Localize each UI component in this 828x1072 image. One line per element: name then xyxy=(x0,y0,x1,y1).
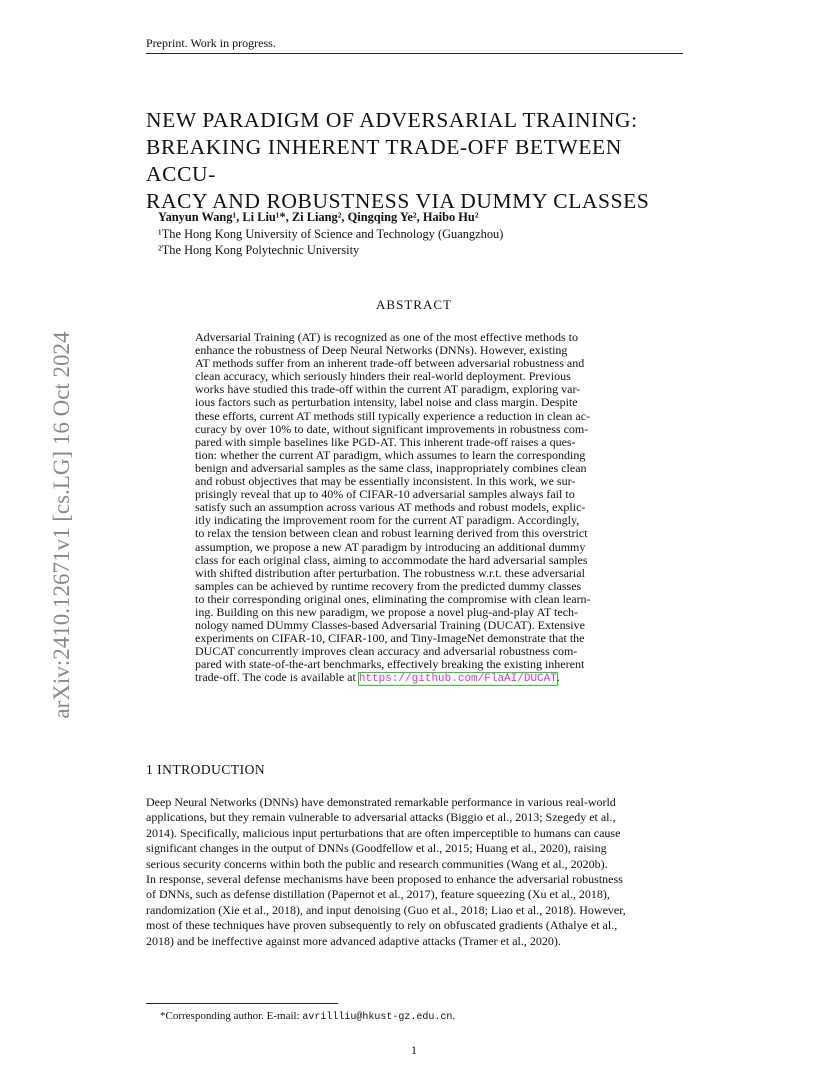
abstract-last-prefix: trade-off. The code is available at xyxy=(195,670,356,685)
intro-line: 2014). Specifically, malicious input perturbations that are often imperceptible to humans can cause xyxy=(146,825,621,840)
abstract-line: pared with state-of-the-art benchmarks, effectively breaking the existing inherent xyxy=(195,657,585,672)
footnote xyxy=(160,1010,455,1023)
section-heading: 1 INTRODUCTION xyxy=(146,762,266,777)
title-line: BREAKING INHERENT TRADE-OFF BETWEEN ACCU- xyxy=(146,135,622,186)
title-line: NEW PARADIGM OF ADVERSARIAL TRAINING: xyxy=(146,108,638,132)
abstract-line: itly indicating the improvement room for the current AT paradigm. Accordingly, xyxy=(195,513,580,528)
abstract-line: tion: whether the current AT paradigm, which assumes to learn the corresponding xyxy=(195,447,586,462)
arxiv-identifier: arXiv:2410.12671v1 [cs.LG] 16 Oct 2024 xyxy=(49,331,74,719)
abstract-line: to relax the tension between clean and robust learning derived from this overstrict xyxy=(195,526,588,541)
abstract-line: nology named DUmmy Classes-based Adversarial Training (DUCAT). Extensive xyxy=(195,618,585,633)
intro-line: significant changes in the output of DNNs (Goodfellow et al., 2015; Huang et al., 2020), raising xyxy=(146,841,607,856)
intro-line: randomization (Xie et al., 2018), and input denoising (Guo et al., 2018; Liao et al., 2018). However, xyxy=(146,902,626,917)
author-list: Yanyun Wang¹, Li Liu¹*, Zi Liang², Qingqing Ye², Haibo Hu² xyxy=(158,210,479,224)
abstract-line: enhance the robustness of Deep Neural Networks (DNNs). However, existing xyxy=(195,343,568,358)
abstract-line: these efforts, current AT methods still typically experience a reduction in clean ac- xyxy=(195,408,591,423)
abstract-line: AT methods suffer from an inherent trade-off between adversarial robustness and xyxy=(195,356,585,371)
intro-line: 2018) and be ineffective against more advanced adaptive attacks (Tramer et al., 2020). xyxy=(146,933,561,948)
abstract-line: works have studied this trade-off within the current AT paradigm, exploring var- xyxy=(195,382,581,397)
running-header: Preprint. Work in progress. xyxy=(146,36,276,50)
affiliation: ²The Hong Kong Polytechnic University xyxy=(158,243,360,257)
abstract-body xyxy=(195,331,635,687)
abstract-line: with shifted distribution after perturbation. The robustness w.r.t. these adversarial xyxy=(195,565,585,580)
footnote-email[interactable]: avrillliu@hkust-gz.edu.cn xyxy=(302,1012,453,1023)
intro-line: applications, but they remain vulnerable to adversarial attacks (Biggio et al., 2013; Szegedy et al., xyxy=(146,810,616,825)
abstract-line: pared with simple baselines like PGD-AT. This inherent trade-off raises a ques- xyxy=(195,434,576,449)
intro-line: most of these techniques have proven subsequently to rely on obfuscated gradients (Athalye et al., xyxy=(146,918,618,933)
header-rule xyxy=(146,53,683,54)
abstract-line: DUCAT concurrently improves clean accuracy and adversarial robustness com- xyxy=(195,644,578,659)
abstract-line: prisingly reveal that up to 40% of CIFAR-10 adversarial samples always fail to xyxy=(195,487,575,502)
abstract-line: and robust objectives that may be essentially inconsistent. In this work, we sur- xyxy=(195,474,576,489)
abstract-line: satisfy such an assumption across various AT methods and robust models, explic- xyxy=(195,500,586,515)
intro-line: In response, several defense mechanisms have been proposed to enhance the adversarial robustness xyxy=(146,872,623,887)
abstract-line: benign and adversarial samples as the same class, inappropriately combines clean xyxy=(195,460,587,475)
paper-title xyxy=(146,107,686,215)
code-link[interactable]: https://github.com/FlaAI/DUCAT xyxy=(358,673,557,686)
abstract-line: ious factors such as perturbation intensity, label noise and class margin. Despite xyxy=(195,395,578,410)
intro-line: of DNNs, such as defense distillation (Papernot et al., 2017), feature squeezing (Xu et al., 2018), xyxy=(146,887,610,902)
intro-line: Deep Neural Networks (DNNs) have demonstrated remarkable performance in various real-world xyxy=(146,795,616,809)
abstract-line: class for each original class, aiming to accommodate the hard adversarial samples xyxy=(195,552,588,567)
intro-line: serious security concerns within both the public and research communities (Wang et al., 2020b). xyxy=(146,856,608,871)
abstract-line: assumption, we propose a new AT paradigm by introducing an additional dummy xyxy=(195,539,586,554)
abstract-line: ing. Building on this new paradigm, we propose a novel plug-and-play AT tech- xyxy=(195,604,579,619)
introduction-body xyxy=(146,795,682,949)
abstract-line: experiments on CIFAR-10, CIFAR-100, and Tiny-ImageNet demonstrate that the xyxy=(195,631,585,646)
abstract-heading: ABSTRACT xyxy=(376,297,452,312)
abstract-line: to their corresponding original ones, eliminating the compromise with clean learn- xyxy=(195,591,591,606)
title-line: RACY AND ROBUSTNESS VIA DUMMY CLASSES xyxy=(146,189,650,213)
footnote-end: . xyxy=(452,1010,456,1022)
footnote-rule xyxy=(146,1003,338,1004)
abstract-line: Adversarial Training (AT) is recognized as one of the most effective methods to xyxy=(195,330,579,344)
affiliation: ¹The Hong Kong University of Science and Technology (Guangzhou) xyxy=(158,227,504,241)
abstract-line: clean accuracy, which seriously hinders their real-world deployment. Previous xyxy=(195,369,571,384)
abstract-last-line: trade-off. The code is available at https://github.com/FlaAI/DUCAT. xyxy=(195,670,560,686)
page-number: 1 xyxy=(411,1043,417,1057)
abstract-line: curacy by over 10% to date, without significant improvements in robustness com- xyxy=(195,421,589,436)
footnote-text: *Corresponding author. E-mail: xyxy=(160,1010,303,1022)
abstract-line: samples can be achieved by runtime recovery from the predicted dummy classes xyxy=(195,578,582,593)
